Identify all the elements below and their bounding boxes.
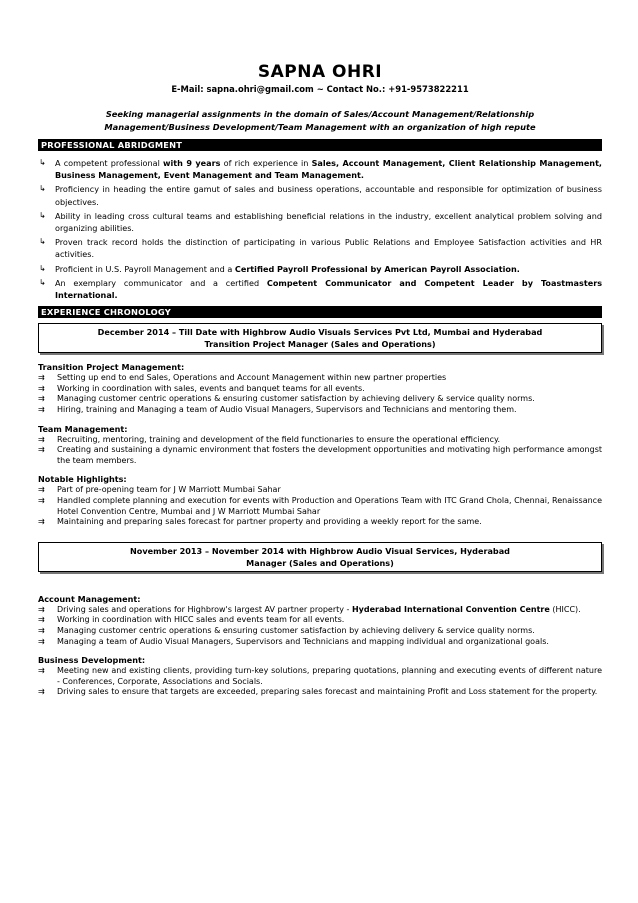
bold-text: with 9 years — [163, 158, 221, 168]
text: Ability in leading cross cultural teams and establishing beneficial relations in the industry, excellent analytical problem solving and organizing abilities. — [55, 210, 602, 234]
duty-group-heading: Account Management: — [38, 593, 141, 604]
abridgment-item — [38, 183, 602, 207]
duty-list — [38, 373, 602, 415]
double-arrow-bullet-icon: ⇉ — [38, 434, 45, 444]
duty-item — [38, 637, 602, 648]
resume-page — [38, 0, 602, 698]
bold-text: Competent Communicator and Competent Leader by Toastmasters International. — [55, 277, 603, 301]
duty-item — [38, 517, 602, 528]
duty-item — [38, 435, 602, 446]
duty-item — [38, 496, 602, 517]
job-role: Manager (Sales and Operations) — [246, 557, 394, 568]
duty-item — [38, 605, 602, 616]
text: Managing customer centric operations & ensuring customer satisfaction by achieving delivery & service quality norms. — [57, 394, 535, 404]
duty-item — [38, 615, 602, 626]
bold-text: Hyderabad International Convention Centre — [351, 604, 550, 614]
duty-item — [38, 394, 602, 405]
text: Proficient in U.S. Payroll Management and a — [55, 263, 235, 274]
duty-item — [38, 687, 602, 698]
duty-item — [38, 373, 602, 384]
arrow-bullet-icon: ↳ — [39, 237, 46, 247]
arrow-bullet-icon: ↳ — [39, 277, 46, 287]
text: (HICC). — [549, 604, 581, 614]
bold-text: Certified Payroll Professional by American Payroll Association. — [234, 263, 520, 274]
duty-item — [38, 485, 602, 496]
double-arrow-bullet-icon: ⇉ — [38, 383, 45, 393]
double-arrow-bullet-icon: ⇉ — [38, 485, 45, 495]
double-arrow-bullet-icon: ⇉ — [38, 495, 45, 505]
double-arrow-bullet-icon: ⇉ — [38, 687, 45, 697]
text: Recruiting, mentoring, training and development of the field functionaries to ensure the operational efficiency. — [57, 434, 501, 444]
text: Driving sales and operations for Highbrow's largest AV partner property - — [57, 604, 352, 614]
text: Handled complete planning and execution for events with Production and Operations Team with ITC Grand Chola, Chennai, Renaissance Hotel Convention Centre, Mumbai and J W Marriott Mumbai Sahar — [57, 495, 602, 516]
text: Proven track record holds the distinction of participating in various Public Relations and Employee Satisfaction activities and HR activities. — [55, 237, 602, 260]
arrow-bullet-icon: ↳ — [39, 263, 46, 273]
duty-group-heading: Team Management: — [38, 423, 128, 434]
text: of rich experience in — [220, 158, 312, 168]
text: Working in coordination with sales, events and banquet teams for all events. — [57, 383, 365, 393]
arrow-bullet-icon: ↳ — [39, 210, 46, 220]
duty-group-heading: Transition Project Management: — [38, 362, 185, 373]
text: Driving sales to ensure that targets are exceeded, preparing sales forecast and maintaining Profit and Loss statement for the property. — [57, 687, 598, 697]
double-arrow-bullet-icon: ⇉ — [38, 517, 45, 527]
duty-item — [38, 666, 602, 687]
job-period-employer: December 2014 – Till Date with Highbrow Audio Visuals Services Pvt Ltd, Mumbai and Hyderabad — [97, 327, 543, 338]
bold-text: Sales, Account Management, Client Relationship Management, Business Management, Event Management and Team Management. — [55, 158, 603, 181]
text: Maintaining and preparing sales forecast for partner property and providing a weekly report for the same. — [57, 517, 482, 527]
duty-list — [38, 435, 602, 467]
text: Proficiency in heading the entire gamut of sales and business operations, accountable and responsible for optimization of business objectives. — [55, 184, 602, 207]
duty-list — [38, 666, 602, 698]
text: Setting up end to end Sales, Operations and Account Management within new partner properties — [57, 373, 447, 383]
text: Working in coordination with HICC sales and events team for all events. — [57, 615, 345, 625]
double-arrow-bullet-icon: ⇉ — [38, 445, 45, 455]
abridgment-item — [38, 277, 602, 301]
text: Managing a team of Audio Visual Managers, Supervisors and Technicians and mapping individual and organizational goals. — [57, 636, 549, 646]
double-arrow-bullet-icon: ⇉ — [38, 604, 45, 614]
job-title-box — [38, 323, 602, 353]
duty-group-heading: Business Development: — [38, 655, 146, 666]
abridgment-item — [38, 236, 602, 260]
section-header-abridgment: PROFESSIONAL ABRIDGMENT — [38, 139, 602, 151]
duty-group-heading: Notable Highlights: — [38, 474, 127, 485]
duty-item — [38, 405, 602, 416]
text: Meeting new and existing clients, providing turn-key solutions, preparing quotations, planning and executing events of different nature - Conferences, Corporate, Associations and Socials. — [57, 666, 602, 686]
text: A competent professional — [55, 158, 164, 168]
candidate-name: SAPNA OHRI — [257, 62, 383, 82]
double-arrow-bullet-icon: ⇉ — [38, 625, 45, 635]
contact-line: E-Mail: sapna.ohri@gmail.com ~ Contact No.: +91-9573822211 — [171, 84, 469, 94]
abridgment-item — [38, 157, 602, 181]
abridgment-item — [38, 263, 602, 275]
experience-list — [38, 323, 602, 698]
double-arrow-bullet-icon: ⇉ — [38, 615, 45, 625]
text: Managing customer centric operations & ensuring customer satisfaction by achieving delivery & service quality norms. — [57, 625, 535, 635]
text: Hiring, training and Managing a team of Audio Visual Managers, Supervisors and Technicians and mentoring them. — [57, 405, 517, 415]
double-arrow-bullet-icon: ⇉ — [38, 636, 45, 646]
duty-list — [38, 485, 602, 527]
double-arrow-bullet-icon: ⇉ — [38, 373, 45, 383]
job-period-employer: November 2013 – November 2014 with Highbrow Audio Visual Services, Hyderabad — [130, 545, 510, 556]
text: Part of pre-opening team for J W Marriott Mumbai Sahar — [57, 485, 281, 495]
job-entry — [38, 542, 602, 698]
duty-item — [38, 626, 602, 637]
arrow-bullet-icon: ↳ — [39, 158, 46, 167]
text: Creating and sustaining a dynamic environment that fosters the development opportunities and motivating high performance amongst the team members. — [57, 445, 602, 465]
double-arrow-bullet-icon: ⇉ — [38, 405, 45, 415]
double-arrow-bullet-icon: ⇉ — [38, 394, 45, 404]
duty-list — [38, 605, 602, 647]
job-entry — [38, 323, 602, 528]
text: An exemplary communicator and a certified — [55, 277, 267, 288]
abridgment-item — [38, 210, 602, 234]
job-role: Transition Project Manager (Sales and Operations) — [204, 339, 436, 350]
arrow-bullet-icon: ↳ — [39, 184, 46, 194]
double-arrow-bullet-icon: ⇉ — [38, 666, 45, 676]
abridgment-list — [38, 157, 602, 301]
duty-item — [38, 384, 602, 395]
section-header-experience: EXPERIENCE CHRONOLOGY — [38, 306, 602, 318]
career-objective: Seeking managerial assignments in the domain of Sales/Account Management/Relationship Management/Business Development/Team Management with an organization of high repute — [104, 109, 536, 132]
job-title-box — [38, 542, 602, 572]
duty-item — [38, 445, 602, 466]
